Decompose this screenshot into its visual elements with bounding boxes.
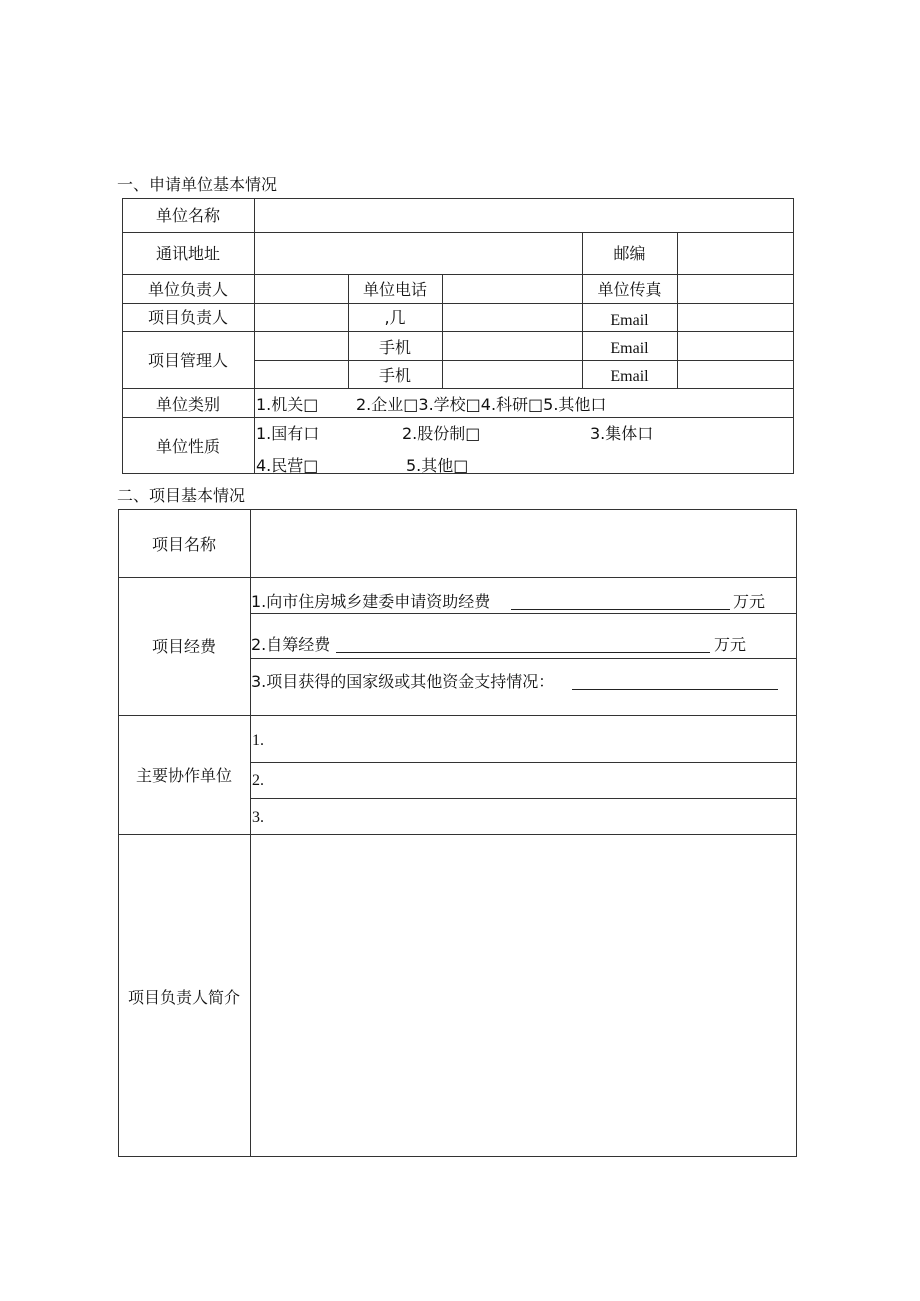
manager-email-label-2: Email <box>610 368 649 385</box>
partner-3-number: 3. <box>252 809 264 826</box>
unit-fax-field[interactable] <box>679 276 792 302</box>
project-head-label: 项目负责人 <box>147 308 228 327</box>
partner-1-number: 1. <box>252 732 264 749</box>
manager-email-label-1: Email <box>610 340 649 357</box>
unit-name-field[interactable] <box>256 200 792 231</box>
manager-email-field-2[interactable] <box>679 362 792 387</box>
unit-nature-option-1[interactable]: 1.国有口 <box>256 424 320 443</box>
manager-mobile-label-2: 手机 <box>378 366 411 385</box>
unit-fax-label: 单位传真 <box>597 280 662 299</box>
unit-category-label: 单位类别 <box>155 395 220 414</box>
section1-heading: 一、申请单位基本情况 <box>117 175 278 194</box>
funding-label: 项目经费 <box>151 637 216 656</box>
project-manager-field-2[interactable] <box>256 362 347 387</box>
partner-2-number: 2. <box>252 772 264 789</box>
partner-3-field[interactable] <box>266 800 794 833</box>
address-field[interactable] <box>256 234 581 273</box>
bio-field[interactable] <box>252 836 795 1155</box>
unit-nature-option-4[interactable]: 4.民营□ <box>256 456 319 475</box>
project-head-phone-label: ,几 <box>384 308 406 327</box>
project-head-email-label: Email <box>610 312 649 329</box>
unit-name-label: 单位名称 <box>155 206 220 225</box>
manager-mobile-field-1[interactable] <box>444 333 581 359</box>
postcode-field[interactable] <box>679 234 792 273</box>
unit-phone-field[interactable] <box>444 276 581 302</box>
project-name-field[interactable] <box>252 511 795 576</box>
project-manager-label: 项目管理人 <box>147 351 228 370</box>
funding-line1-unit: 万元 <box>733 592 766 611</box>
unit-category-option-1[interactable]: 1.机关□ <box>256 395 319 414</box>
unit-nature-option-3[interactable]: 3.集体口 <box>590 424 654 443</box>
unit-head-label: 单位负责人 <box>147 280 228 299</box>
manager-mobile-field-2[interactable] <box>444 362 581 387</box>
funding-line1-text: 1.向市住房城乡建委申请资助经费 <box>251 592 491 611</box>
section2-heading: 二、项目基本情况 <box>117 486 246 505</box>
funding-line3-blank[interactable] <box>572 689 778 690</box>
funding-line2-text: 2.自筹经费 <box>251 635 331 654</box>
bio-label: 项目负责人简介 <box>127 988 240 1007</box>
unit-nature-label: 单位性质 <box>155 437 220 456</box>
project-head-field[interactable] <box>256 305 347 330</box>
project-head-email-field[interactable] <box>679 305 792 330</box>
manager-email-field-1[interactable] <box>679 333 792 359</box>
project-manager-field-1[interactable] <box>256 333 347 359</box>
unit-category-option-2[interactable]: 2.企业□3.学校□4.科研□5.其他口 <box>356 395 607 414</box>
partner-2-field[interactable] <box>266 764 794 797</box>
funding-line3-text: 3.项目获得的国家级或其他资金支持情况： <box>251 672 555 691</box>
manager-mobile-label-1: 手机 <box>378 338 411 357</box>
partners-label: 主要协作单位 <box>135 766 232 785</box>
unit-nature-option-5[interactable]: 5.其他□ <box>406 456 469 475</box>
unit-nature-option-2[interactable]: 2.股份制□ <box>402 424 481 443</box>
project-head-phone-field[interactable] <box>444 305 581 330</box>
unit-head-field[interactable] <box>256 276 347 302</box>
unit-phone-label: 单位电话 <box>362 280 427 299</box>
partner-1-field[interactable] <box>266 717 794 761</box>
funding-line1-blank[interactable] <box>511 609 730 610</box>
address-label: 通讯地址 <box>155 244 220 263</box>
funding-line2-unit: 万元 <box>714 635 747 654</box>
project-name-label: 项目名称 <box>151 535 216 554</box>
funding-line2-blank[interactable] <box>336 652 710 653</box>
postcode-label: 邮编 <box>613 244 646 263</box>
